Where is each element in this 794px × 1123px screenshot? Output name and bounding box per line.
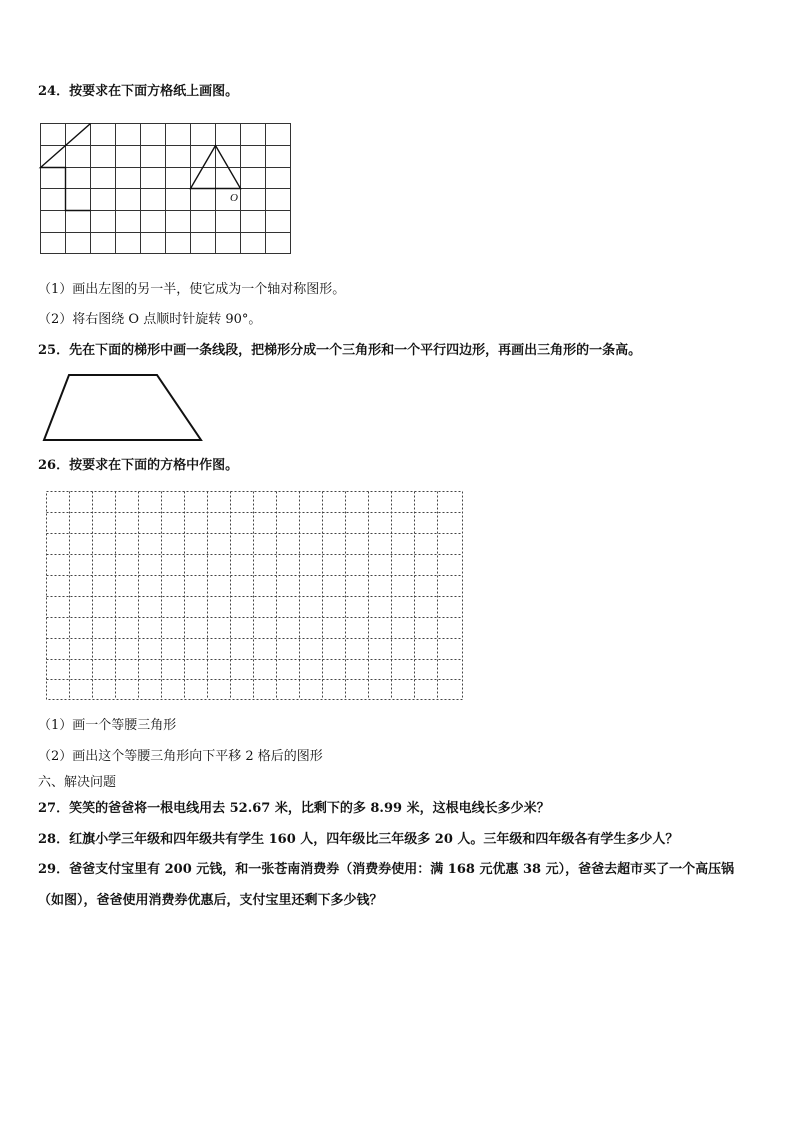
q26-dotted-grid bbox=[44, 489, 466, 703]
q26-sub1: （1）画一个等腰三角形 bbox=[38, 718, 177, 733]
trapezoid-figure bbox=[38, 370, 208, 446]
q26-title: 26．按要求在下面的方格中作图。 bbox=[38, 458, 239, 473]
point-o-label: O bbox=[230, 192, 238, 204]
q29-text-line1: 29．爸爸支付宝里有 200 元钱，和一张苍南消费券（消费券使用：满 168 元优惠 38 元），爸爸去超市买了一个高压锅 bbox=[38, 862, 735, 877]
q25-title: 25．先在下面的梯形中画一条线段，把梯形分成一个三角形和一个平行四边形，再画出三角形的一条高。 bbox=[38, 343, 642, 358]
q27-text: 27．笑笑的爸爸将一根电线用去 52.67 米，比剩下的多 8.99 米，这根电线长多少米？ bbox=[38, 801, 550, 816]
q24-grid bbox=[41, 124, 291, 254]
q24-sub1: （1）画出左图的另一半，使它成为一个轴对称图形。 bbox=[38, 282, 346, 297]
section-6-title: 六、解决问题 bbox=[38, 775, 117, 790]
q24-title: 24．按要求在下面方格纸上画图。 bbox=[38, 84, 239, 99]
q28-text: 28．红旗小学三年级和四年级共有学生 160 人，四年级比三年级多 20 人。三年级和四年级各有学生多少人？ bbox=[38, 832, 679, 847]
q29-text-line2: （如图），爸爸使用消费券优惠后，支付宝里还剩下多少钱？ bbox=[38, 893, 383, 908]
trapezoid bbox=[44, 375, 201, 440]
q24-grid-figure bbox=[38, 122, 296, 258]
q26-sub2: （2）画出这个等腰三角形向下平移 2 格后的图形 bbox=[38, 749, 323, 764]
q24-sub2: （2）将右图绕 O 点顺时针旋转 90°。 bbox=[38, 312, 262, 327]
